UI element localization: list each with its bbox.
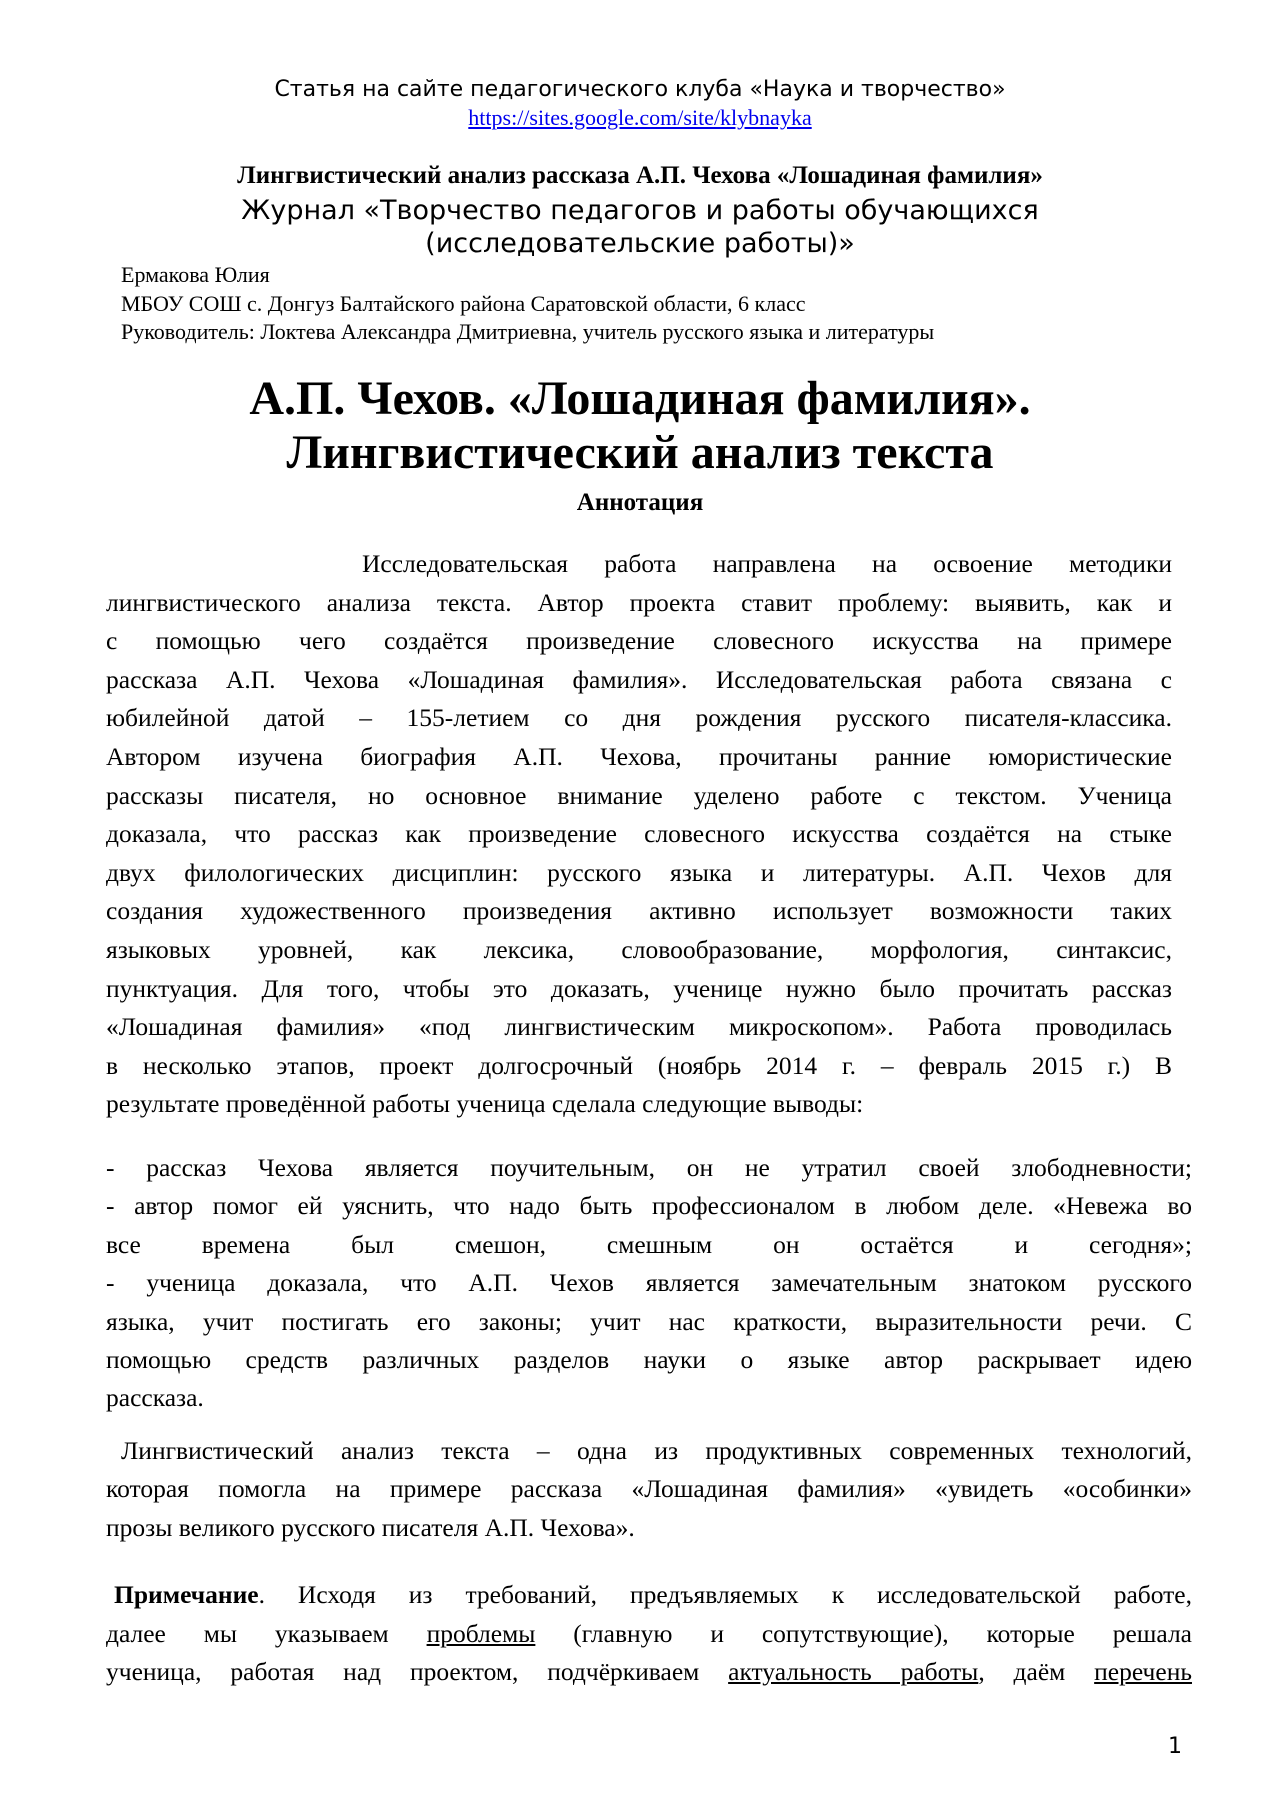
note-line	[106, 1615, 1192, 1654]
site-url-link[interactable]: https://sites.google.com/site/klybnayka	[468, 105, 812, 130]
conclusion-line: помощью средств различных разделов науки о языке автор раскрывает идею	[106, 1345, 1192, 1375]
supervisor-info: Руководитель: Локтева Александра Дмитриевна, учитель русского языка и литературы	[121, 319, 935, 344]
annotation-line: результате проведённой работы ученица сделала следующие выводы:	[106, 1089, 864, 1119]
note-text: , даём	[978, 1657, 1095, 1687]
annotation-line: Исследовательская работа направлена на освоение методики	[362, 549, 1172, 578]
annotation-line: доказала, что рассказ как произведение словесного искусства создаётся на стыке	[106, 819, 1172, 849]
note-paragraph	[106, 1576, 1192, 1692]
conclusions-paragraph	[106, 1149, 1192, 1418]
note-text: . Исходя из требований, предъявляемых к исследовательской работе,	[258, 1580, 1192, 1609]
conclusion-line: языка, учит постигать его законы; учит нас краткости, выразительности речи. С	[106, 1306, 1192, 1336]
journal-name: Журнал «Творчество педагогов и работы обучающихся (исследовательские работы)»	[241, 195, 1039, 259]
conclusion-line: - рассказ Чехова является поучительным, он не утратил своей злободневности;	[106, 1153, 1192, 1182]
annotation-line: рассказа А.П. Чехова «Лошадиная фамилия». Исследовательская работа связана с	[106, 664, 1172, 694]
summary-paragraph	[106, 1432, 1192, 1547]
summary-line: Лингвистический анализ текста – одна из продуктивных современных технологий,	[121, 1436, 1192, 1465]
conclusion-line: все времена был смешон, смешным он остаётся и сегодня»;	[106, 1229, 1192, 1259]
note-line	[106, 1576, 1192, 1615]
annotation-line: Автором изучена биография А.П. Чехова, прочитаны ранние юмористические	[106, 741, 1172, 771]
underlined-term-relevance: актуальность работы	[728, 1657, 979, 1687]
site-link-line	[0, 104, 1280, 132]
main-title-line-1: А.П. Чехов. «Лошадиная фамилия».	[249, 372, 1031, 425]
annotation-line: лингвистического анализа текста. Автор проекта ставит проблему: выявить, как и	[106, 587, 1172, 617]
author-name: Ермакова Юлия	[121, 262, 270, 287]
note-text: (главную и сопутствующие), которые решала	[535, 1618, 1192, 1648]
conclusion-line: - автор помог ей уяснить, что надо быть профессионалом в любом деле. «Невежа во	[106, 1191, 1192, 1221]
section-heading: Аннотация	[576, 489, 704, 516]
annotation-line: языковых уровней, как лексика, словообразование, морфология, синтаксис,	[106, 934, 1172, 964]
site-caption: Статья на сайте педагогического клуба «Наука и творчество»	[274, 77, 1006, 102]
article-title: Лингвистический анализ рассказа А.П. Чехова «Лошадиная фамилия»	[237, 162, 1043, 189]
annotation-line: с помощью чего создаётся произведение словесного искусства на примере	[106, 626, 1172, 656]
note-text: далее мы указываем	[106, 1618, 427, 1648]
annotation-line: «Лошадиная фамилия» «под лингвистическим микроскопом». Работа проводилась	[106, 1012, 1172, 1042]
annotation-paragraph	[106, 545, 1172, 1124]
annotation-line: создания художественного произведения активно использует возможности таких	[106, 896, 1172, 926]
note-label: Примечание	[114, 1580, 259, 1609]
annotation-line: пунктуация. Для того, чтобы это доказать, ученице нужно было прочитать рассказ	[106, 973, 1172, 1003]
note-text: ученица, работая над проектом, подчёркиваем	[106, 1657, 729, 1687]
summary-line: прозы великого русского писателя А.П. Чехова».	[106, 1512, 635, 1542]
annotation-line: в несколько этапов, проект долгосрочный (ноябрь 2014 г. – февраль 2015 г.) В	[106, 1050, 1172, 1080]
conclusion-line: рассказа.	[106, 1383, 204, 1413]
note-line	[106, 1653, 1192, 1692]
conclusion-line: - ученица доказала, что А.П. Чехов является замечательным знатоком русского	[106, 1268, 1192, 1298]
annotation-line: юбилейной датой – 155-летием со дня рождения русского писателя-классика.	[106, 703, 1172, 733]
summary-line: которая помогла на примере рассказа «Лошадиная фамилия» «увидеть «особинки»	[106, 1474, 1192, 1504]
annotation-line: рассказы писателя, но основное внимание уделено работе с текстом. Ученица	[106, 780, 1172, 810]
page-number: 1	[1168, 1734, 1182, 1759]
annotation-line: двух филологических дисциплин: русского языка и литературы. А.П. Чехов для	[106, 857, 1172, 887]
school-info: МБОУ СОШ с. Донгуз Балтайского района Саратовской области, 6 класс	[121, 291, 806, 316]
main-title-line-2: Лингвистический анализ текста	[286, 426, 994, 479]
underlined-term-problems: проблемы	[426, 1618, 536, 1648]
underlined-term-list: перечень	[1094, 1657, 1192, 1687]
main-title	[100, 372, 1180, 480]
